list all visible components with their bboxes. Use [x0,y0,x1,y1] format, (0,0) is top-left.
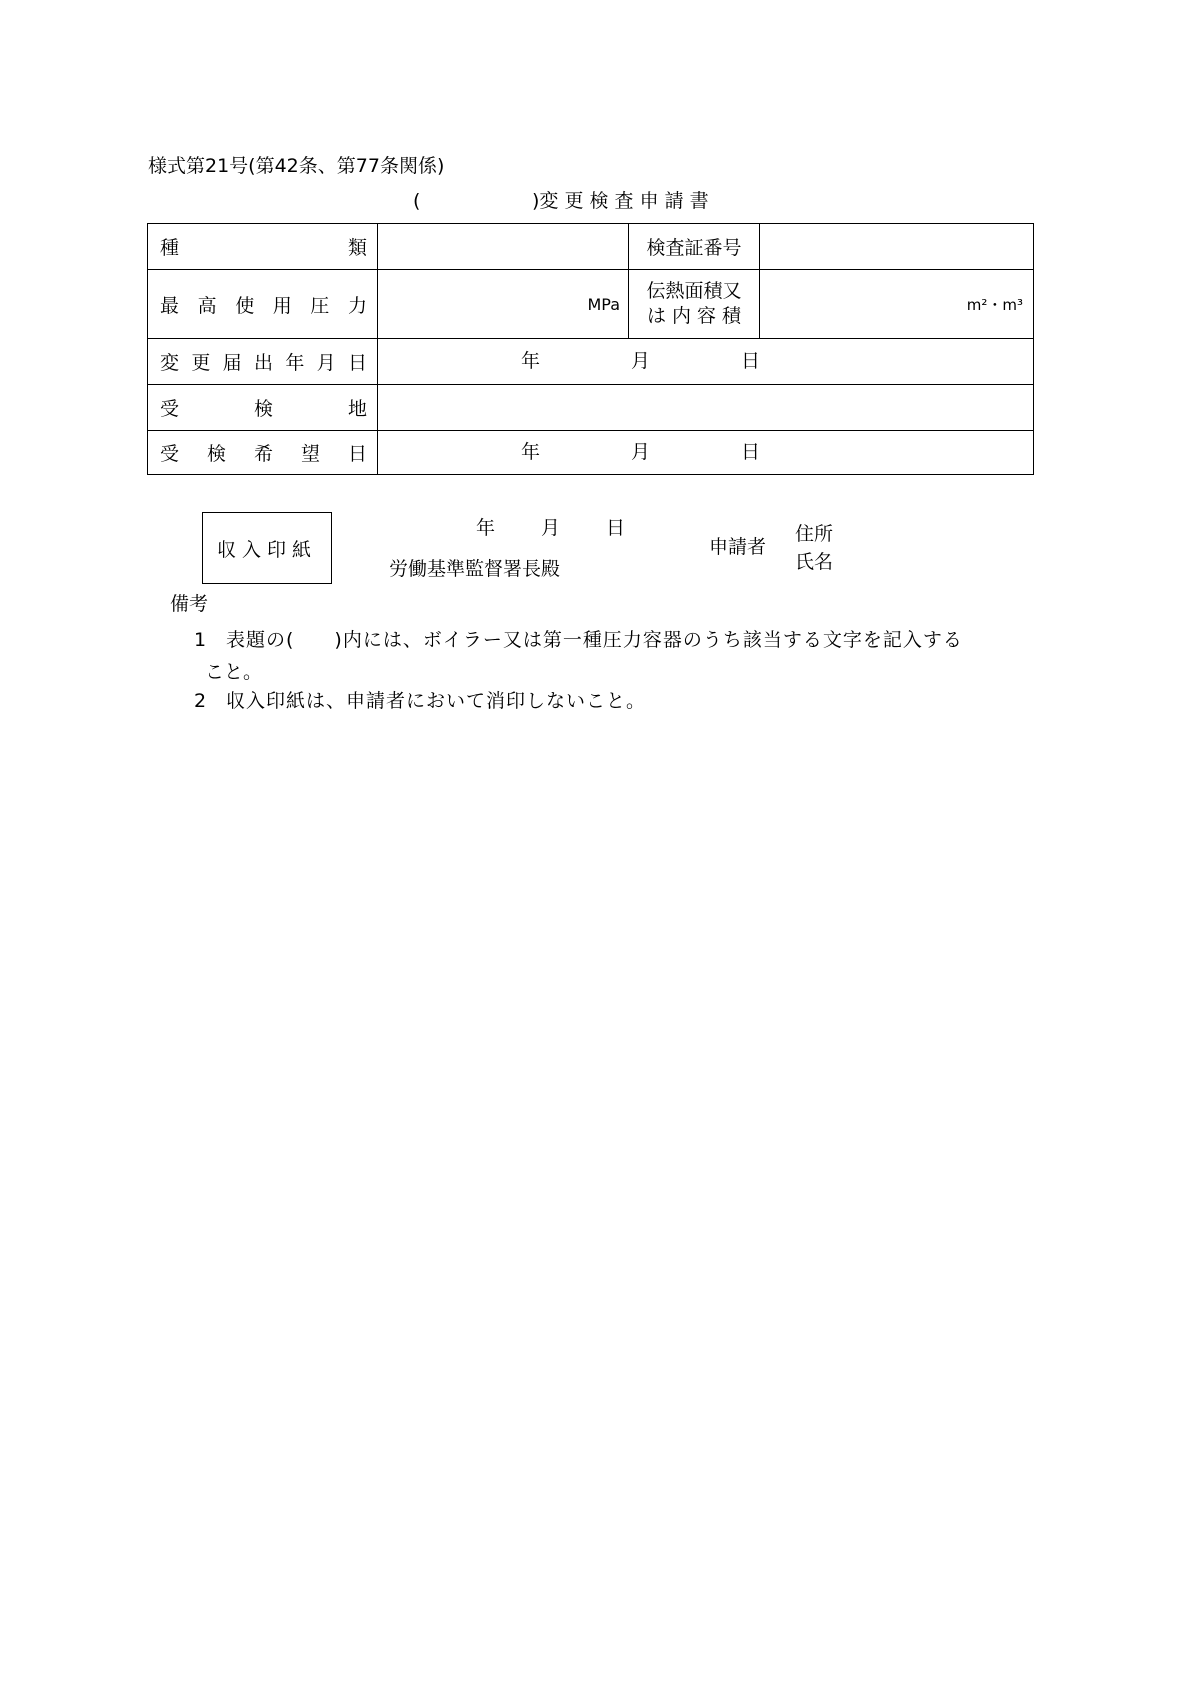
note-1-continuation: こと。 [205,661,263,683]
label-char: 望 [300,443,320,465]
applicant-address-label: 住所 [795,523,834,545]
note-1-number: 1 [194,629,207,651]
label-char: 出 [253,352,273,374]
document-title: )変 更 検 査 申 請 書 [532,190,709,212]
notes-heading: 備考 [170,593,209,615]
label-char: 希 [253,443,273,465]
area-label [629,270,759,338]
note-2-text: 収入印紙は、申請者において消印しないこと。 [226,690,647,712]
label-char: 圧 [310,294,330,317]
addressee: 労働基準監督署長殿 [389,558,561,580]
revenue-stamp-box [202,512,332,584]
note-1-text: 表題の( )内には、ボイラー又は第一種圧力容器のうち該当する文字を記入する [226,629,963,651]
label-char: 検 [253,398,273,420]
submit-day: 日 [606,517,626,539]
label-char: 日 [347,352,367,374]
pressure-unit: MPa [587,294,620,314]
desired-date-label [148,431,377,474]
location-label [148,385,377,430]
location-field[interactable] [378,385,1033,430]
label-char: 使 [235,294,255,317]
area-field[interactable] [760,270,1033,338]
applicant-label: 申請者 [709,536,767,558]
month-label: 月 [631,350,651,372]
type-field[interactable] [378,224,628,269]
desired-date-field[interactable] [378,431,1033,474]
area-unit: m²・m³ [966,295,1023,314]
max-pressure-field[interactable] [378,270,628,338]
label-char: 高 [197,294,217,317]
year-label: 年 [521,441,541,463]
label-char: 年 [285,352,305,374]
submit-year: 年 [476,517,496,539]
label-char: 日 [347,443,367,465]
revenue-stamp-label: 収入印紙 [216,538,317,561]
area-label-line1: 伝熱面積又 [646,280,742,303]
cert-number-label: 検査証番号 [646,237,742,259]
area-label-line2: は 内 容 積 [646,305,742,327]
form-number: 様式第21号(第42条、第77条関係) [148,155,445,177]
label-char: 受 [160,398,180,420]
max-pressure-label [148,270,377,338]
label-char: 最 [160,294,180,317]
label-char: 地 [347,398,367,420]
note-2-number: 2 [194,690,207,712]
label-char: 更 [191,352,211,374]
label-char: 力 [347,294,367,317]
label-char: 用 [272,294,292,317]
type-label [148,224,377,269]
label-char: 変 [160,352,180,374]
label-char: 種 [160,237,180,259]
applicant-name-label: 氏名 [795,551,834,573]
label-char: 受 [160,443,180,465]
year-label: 年 [521,350,541,372]
label-char: 類 [347,237,367,259]
label-char: 検 [206,443,226,465]
day-label: 日 [741,441,761,463]
month-label: 月 [631,441,651,463]
title-open-paren: ( [413,190,421,212]
label-char: 届 [222,352,242,374]
day-label: 日 [741,350,761,372]
cert-number-field[interactable] [760,224,1033,269]
change-date-field[interactable] [378,339,1033,384]
submit-month: 月 [541,517,561,539]
label-char: 月 [316,352,336,374]
change-date-label [148,339,377,384]
